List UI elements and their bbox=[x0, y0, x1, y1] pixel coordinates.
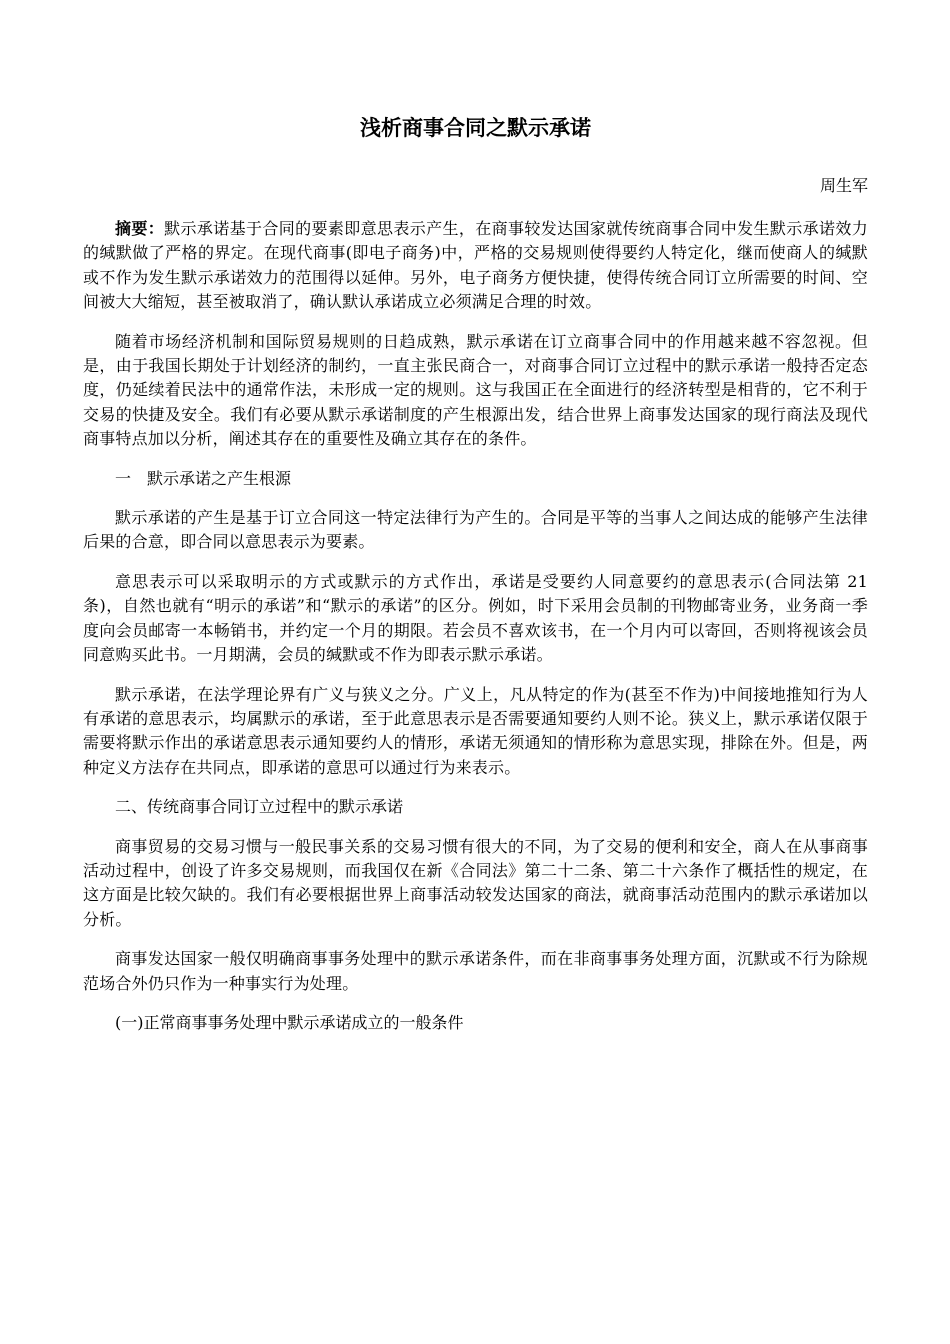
intro-paragraph: 随着市场经济机制和国际贸易规则的日趋成熟，默示承诺在订立商事合同中的作用越来越不容忽视。但是，由于我国长期处于计划经济的制约，一直主张民商合一，对商事合同订立过程中的默示承诺一般持否定态度，仍延续着民法中的通常作法，未形成一定的规则。这与我国正在全面进行的经济转型是相背的，它不利于交易的快捷及安全。我们有必要从默示承诺制度的产生根源出发，结合世界上商事发达国家的现行商法及现代商事特点加以分析，阐述其存在的重要性及确立其存在的条件。 bbox=[83, 331, 868, 449]
abstract-paragraph bbox=[83, 217, 868, 315]
body-paragraph: 商事发达国家一般仅明确商事事务处理中的默示承诺条件，而在非商事事务处理方面，沉默或不行为除规范场合外仍只作为一种事实行为处理。 bbox=[83, 949, 868, 993]
document-body bbox=[83, 217, 868, 1050]
body-paragraph: 默示承诺的产生是基于订立合同这一特定法律行为产生的。合同是平等的当事人之间达成的能够产生法律后果的合意，即合同以意思表示为要素。 bbox=[83, 508, 868, 552]
subsection-heading-1: (一)正常商事事务处理中默示承诺成立的一般条件 bbox=[115, 1012, 464, 1032]
abstract-label: 摘要： bbox=[115, 219, 165, 238]
document-title: 浅析商事合同之默示承诺 bbox=[360, 116, 591, 140]
section-heading-2: 二、传统商事合同订立过程中的默示承诺 bbox=[115, 797, 404, 817]
body-paragraph: 商事贸易的交易习惯与一般民事关系的交易习惯有很大的不同，为了交易的便利和安全，商人在从事商事活动过程中，创设了许多交易规则，而我国仅在新《合同法》第二十二条、第二十六条作了概括性的规定，在这方面是比较欠缺的。我们有必要根据世界上商事活动较发达国家的商法，就商事活动范围内的默示承诺加以分析。 bbox=[83, 836, 868, 929]
body-paragraph: 默示承诺，在法学理论界有广义与狭义之分。广义上，凡从特定的作为(甚至不作为)中间接地推知行为人有承诺的意思表示，均属默示的承诺，至于此意思表示是否需要通知要约人则不论。狭义上，默示承诺仅限于需要将默示作出的承诺意思表示通知要约人的情形，承诺无须通知的情形称为意思实现，排除在外。但是，两种定义方法存在共同点，即承诺的意思可以通过行为来表示。 bbox=[83, 684, 868, 777]
abstract-text: 默示承诺基于合同的要素即意思表示产生，在商事较发达国家就传统商事合同中发生默示承诺效力的缄默做了严格的界定。在现代商事(即电子商务)中，严格的交易规则使得要约人特定化，继而使商人的缄默或不作为发生默示承诺效力的范围得以延伸。另外，电子商务方便快捷，使得传统合同订立所需要的时间、空间被大大缩短，甚至被取消了，确认默认承诺成立必须满足合理的时效。 bbox=[83, 219, 868, 312]
body-paragraph: 意思表示可以采取明示的方式或默示的方式作出，承诺是受要约人同意要约的意思表示(合同法第 21 条)，自然也就有“明示的承诺”和“默示的承诺”的区分。例如，时下采用会员制的刊物邮寄业务，业务商一季度向会员邮寄一本畅销书，并约定一个月的期限。若会员不喜欢该书，在一个月内可以寄回，否则将视该会员同意购买此书。一月期满，会员的缄默或不作为即表示默示承诺。 bbox=[83, 571, 868, 665]
author-name: 周生军 bbox=[819, 176, 868, 195]
section-heading-1: 一 默示承诺之产生根源 bbox=[115, 468, 292, 488]
